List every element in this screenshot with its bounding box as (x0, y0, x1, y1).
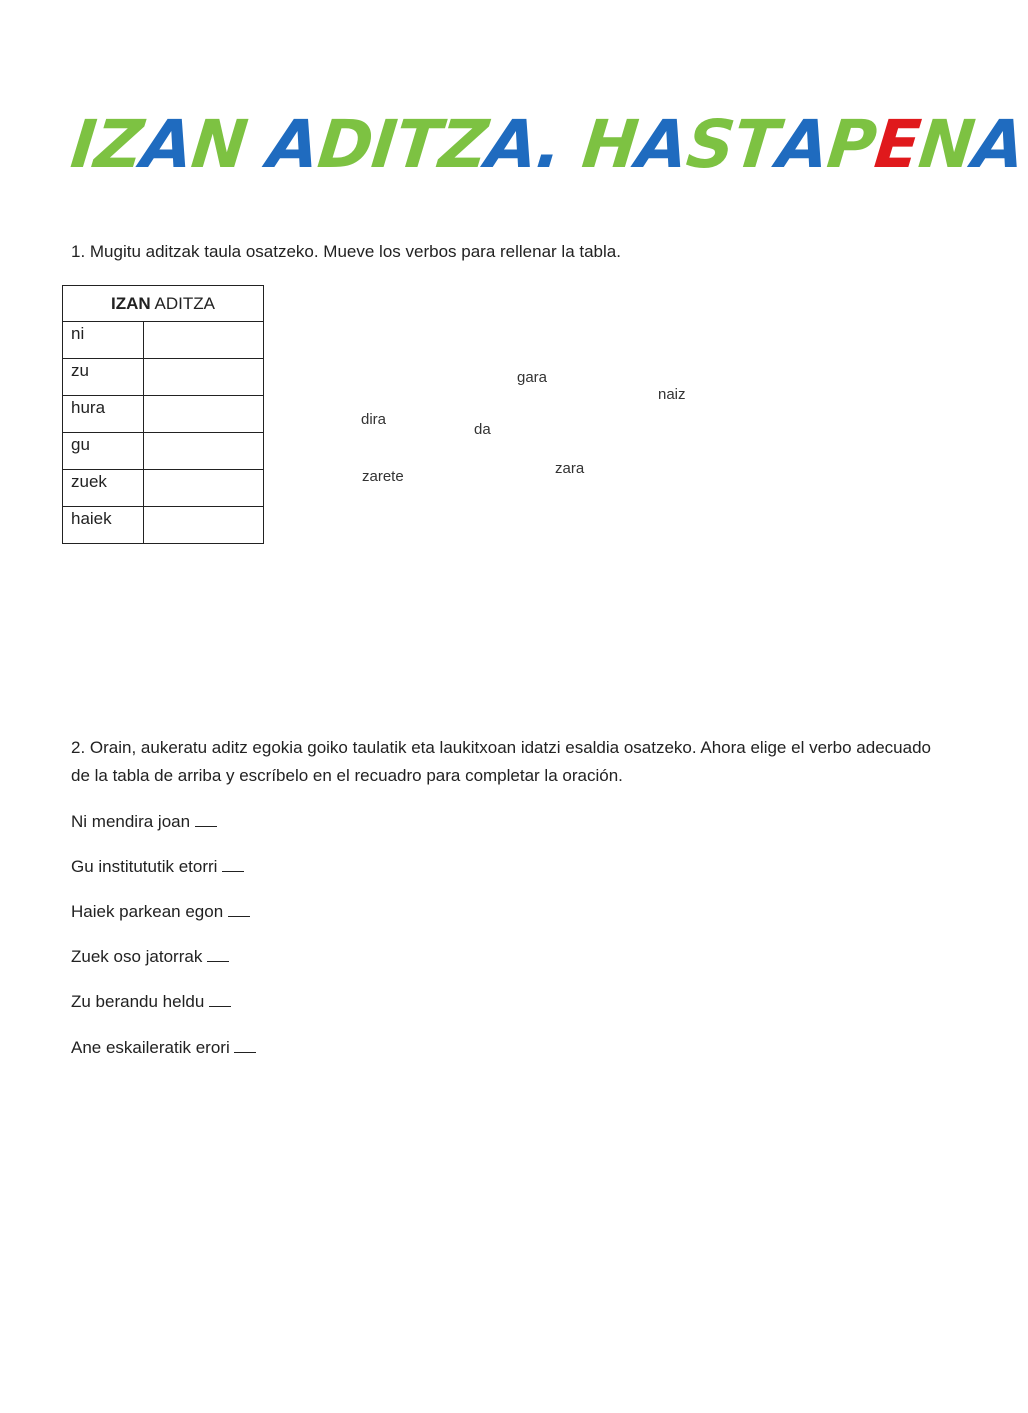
title-letter: E (871, 106, 924, 183)
sentence-5 (71, 991, 231, 1013)
sentence-text: Zu berandu heldu (71, 992, 205, 1011)
table-row (63, 359, 264, 396)
verb-chip-naiz[interactable]: naiz (658, 386, 686, 403)
title-letter: A (632, 106, 692, 183)
title-letter: Z (91, 106, 146, 183)
sentence-3 (71, 901, 250, 923)
drop-slot-zuek[interactable] (144, 470, 264, 507)
verb-chip-gara[interactable]: gara (517, 369, 548, 386)
drop-slot-gu[interactable] (144, 433, 264, 470)
title-letter: A (137, 106, 197, 183)
table-header-row (63, 286, 264, 322)
exercise-1-instruction: 1. Mugitu aditzak taula osatzeko. Mueve los verbos para rellenar la tabla. (71, 242, 621, 261)
sentence-4 (71, 946, 229, 968)
title-letter: N (187, 106, 251, 183)
exercise-2-instruction: 2. Orain, aukeratu aditz egokia goiko taulatik eta laukitxoan idatzi esaldia osatzeko. Ahora elige el verbo adecuado de la tabla de arriba y escríbelo en el recuadro para completar la oración. (71, 738, 931, 785)
title-letter: N (915, 106, 978, 183)
answer-blank[interactable] (207, 946, 229, 962)
verb-chip-da[interactable]: da (474, 421, 491, 438)
title-letter: A (969, 106, 1028, 183)
table-header-bold: IZAN (111, 293, 151, 313)
title-letter: P (823, 106, 880, 183)
table-row (63, 470, 264, 507)
title-letter: H (578, 106, 642, 183)
sentence-1 (71, 811, 217, 833)
table-row (63, 322, 264, 359)
verb-chip-zarete[interactable]: zarete (362, 468, 404, 485)
answer-blank[interactable] (234, 1037, 256, 1053)
answer-blank[interactable] (228, 901, 250, 917)
drop-slot-hura[interactable] (144, 396, 264, 433)
title-letter: A (264, 106, 323, 183)
pronoun-cell: zuek (63, 470, 144, 507)
table-header-rest: ADITZA (150, 293, 215, 313)
sentence-text: Gu institututik etorri (71, 857, 218, 876)
pronoun-cell: zu (63, 359, 144, 396)
title-letter: T (729, 106, 782, 183)
title-letter: S (683, 106, 738, 183)
pronoun-cell: gu (63, 433, 144, 470)
izan-conjugation-table (62, 285, 264, 544)
table-row (63, 433, 264, 470)
title-letter: I (368, 106, 400, 183)
table-row (63, 507, 264, 544)
title-letter: I (67, 106, 100, 183)
sentence-text: Ni mendira joan (71, 812, 191, 831)
answer-blank[interactable] (209, 991, 231, 1007)
table-row (63, 396, 264, 433)
title-letter: D (314, 106, 377, 183)
verb-chip-dira[interactable]: dira (361, 411, 387, 428)
title-letter: . (532, 106, 565, 183)
page-title (67, 106, 1028, 183)
title-letter: Z (435, 106, 491, 183)
drop-slot-zu[interactable] (144, 359, 264, 396)
answer-blank[interactable] (195, 811, 217, 827)
title-letter: A (482, 106, 541, 183)
title-letter: T (391, 106, 444, 183)
sentence-text: Haiek parkean egon (71, 902, 224, 921)
drop-slot-ni[interactable] (144, 322, 264, 359)
drop-slot-haiek[interactable] (144, 507, 264, 544)
title-letter: A (773, 106, 832, 183)
answer-blank[interactable] (222, 856, 244, 872)
verb-chip-zara[interactable]: zara (555, 460, 585, 477)
pronoun-cell: haiek (63, 507, 144, 544)
pronoun-cell: ni (63, 322, 144, 359)
table-header (63, 286, 264, 322)
pronoun-cell: hura (63, 396, 144, 433)
sentence-2 (71, 856, 244, 878)
sentence-text: Zuek oso jatorrak (71, 947, 203, 966)
sentence-6 (71, 1037, 256, 1059)
sentence-text: Ane eskaileratik erori (71, 1038, 230, 1057)
